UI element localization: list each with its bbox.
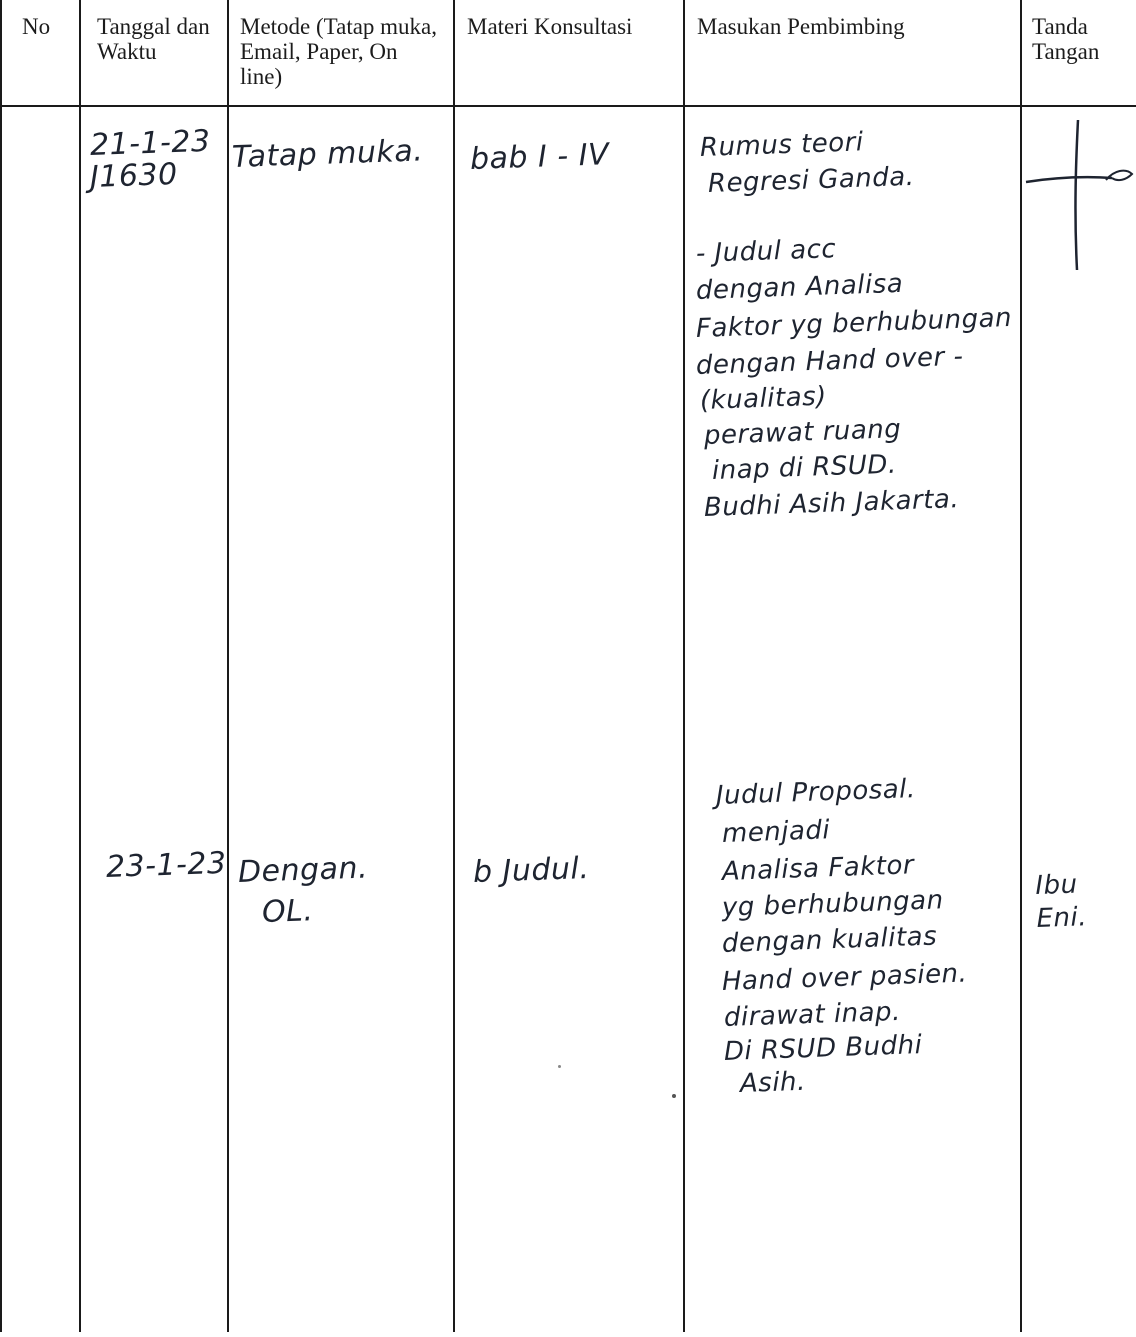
row2-method-line1: Dengan. bbox=[237, 850, 369, 890]
column-divider bbox=[79, 0, 81, 1332]
header-feedback: Masukan Pembimbing bbox=[697, 14, 905, 39]
row1-feedback-line: perawat ruang bbox=[703, 414, 902, 451]
header-material: Materi Konsultasi bbox=[467, 14, 633, 39]
scan-dot bbox=[672, 1094, 676, 1098]
header-date-time: Tanggal dan Waktu bbox=[97, 14, 210, 64]
row2-feedback-line: Hand over pasien. bbox=[721, 958, 968, 997]
row2-method-line2: OL. bbox=[261, 893, 314, 930]
header-method: Metode (Tatap muka, Email, Paper, On line) bbox=[240, 14, 438, 89]
row2-feedback-line: dengan kualitas bbox=[721, 921, 938, 959]
row2-feedback-line: yg berhubungan bbox=[721, 885, 945, 923]
row2-feedback-line: Analisa Faktor bbox=[721, 850, 915, 887]
row2-signature: Ibu Eni. bbox=[1034, 869, 1088, 934]
row2-feedback-line: menjadi bbox=[721, 815, 831, 849]
row1-feedback-line: Rumus teori bbox=[699, 127, 865, 163]
row1-feedback-line: dengan Hand over - bbox=[695, 341, 964, 381]
header-signature: Tanda Tangan bbox=[1032, 14, 1100, 64]
column-divider bbox=[683, 0, 685, 1332]
header-bottom-border bbox=[0, 105, 1136, 107]
row2-material: b Judul. bbox=[472, 850, 590, 890]
row1-feedback-line: - Judul acc bbox=[695, 234, 837, 269]
row2-feedback-line: dirawat inap. bbox=[723, 996, 902, 1033]
row1-feedback-line: Regresi Ganda. bbox=[707, 161, 915, 199]
row1-method: Tatap muka. bbox=[231, 133, 424, 175]
column-divider bbox=[227, 0, 229, 1332]
signature-mark-row1 bbox=[1022, 120, 1136, 280]
row1-material: bab I - IV bbox=[469, 137, 610, 177]
header-no: No bbox=[22, 14, 51, 39]
scan-dot bbox=[558, 1065, 561, 1068]
row1-feedback-line: inap di RSUD. bbox=[711, 449, 898, 486]
row1-feedback-line: Faktor yg berhubungan bbox=[695, 302, 1013, 344]
row2-date: 23-1-23 bbox=[105, 845, 228, 885]
row1-date: 21-1-23 bbox=[89, 123, 212, 163]
column-divider bbox=[453, 0, 455, 1332]
row1-feedback-line: Budhi Asih Jakarta. bbox=[703, 484, 960, 523]
row1-feedback-line: dengan Analisa bbox=[695, 268, 904, 306]
table-border-left bbox=[0, 0, 2, 1332]
row2-feedback-line: Di RSUD Budhi bbox=[723, 1030, 923, 1067]
row1-feedback-line: (kualitas) bbox=[699, 381, 828, 416]
row2-feedback-line: Asih. bbox=[739, 1066, 807, 1099]
row1-time: J1630 bbox=[89, 156, 179, 195]
row2-feedback-line: Judul Proposal. bbox=[715, 774, 917, 811]
